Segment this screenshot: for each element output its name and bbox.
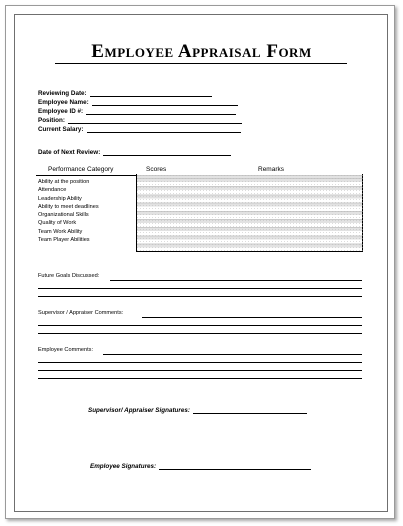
next-review-label: Date of Next Review:: [38, 149, 101, 156]
employee-id-label: Employee ID #:: [38, 108, 84, 115]
future-goals-line[interactable]: [38, 296, 362, 297]
form-title: Employee Appraisal Form: [91, 41, 312, 62]
category-item: Team Work Ability: [38, 228, 83, 235]
category-item: Ability to meet deadlines: [38, 203, 99, 210]
remarks-header: Remarks: [258, 166, 285, 173]
supervisor-comments-line[interactable]: [38, 325, 362, 326]
employee-comments-line[interactable]: [38, 362, 362, 363]
category-item: Team Player Abilities: [38, 237, 90, 244]
supervisor-signature-label: Supervisor/ Appraiser Signatures:: [88, 407, 190, 414]
position-field[interactable]: [38, 117, 242, 124]
future-goals-line[interactable]: [110, 280, 362, 281]
current-salary-label: Current Salary:: [38, 126, 84, 133]
supervisor-comments-line[interactable]: [142, 317, 362, 318]
grid-texture: [136, 174, 363, 252]
employee-comments-label: Employee Comments:: [38, 347, 94, 353]
reviewing-date-field[interactable]: [38, 90, 212, 97]
category-item: Attendance: [38, 187, 67, 194]
supervisor-signature-line[interactable]: [193, 407, 307, 414]
category-item: Quality of Work: [38, 220, 77, 227]
employee-id-line[interactable]: [86, 108, 236, 115]
employee-name-line[interactable]: [92, 99, 238, 106]
category-item: Ability at the position: [38, 179, 90, 185]
category-item: Organizational Skills: [38, 212, 89, 219]
employee-signature-field[interactable]: [90, 463, 311, 470]
employee-comments-line[interactable]: [38, 370, 362, 371]
reviewing-date-label: Reviewing Date:: [38, 90, 87, 97]
scores-header: Scores: [146, 166, 167, 173]
category-item: Leadership Ability: [38, 195, 82, 202]
position-label: Position:: [38, 117, 65, 124]
reviewing-date-line[interactable]: [90, 90, 212, 97]
employee-comments-line[interactable]: [38, 378, 362, 379]
supervisor-signature-field[interactable]: [88, 407, 307, 414]
supervisor-comments-label: Supervisor / Appraiser Comments:: [38, 310, 124, 316]
next-review-field[interactable]: [38, 149, 231, 156]
category-header: Performance Category: [48, 166, 114, 173]
future-goals-label: Future Goals Discussed:: [38, 273, 100, 279]
current-salary-line[interactable]: [87, 126, 241, 133]
current-salary-field[interactable]: [38, 126, 241, 133]
supervisor-comments-line[interactable]: [38, 333, 362, 334]
next-review-line[interactable]: [103, 149, 231, 156]
employee-name-label: Employee Name:: [38, 99, 89, 106]
employee-signature-label: Employee Signatures:: [90, 463, 157, 470]
page-frame-inner: [14, 14, 388, 512]
future-goals-line[interactable]: [38, 288, 362, 289]
title-underline: [55, 63, 347, 64]
employee-id-field[interactable]: [38, 108, 236, 115]
employee-comments-line[interactable]: [103, 354, 362, 355]
position-line[interactable]: [68, 117, 242, 124]
employee-name-field[interactable]: [38, 99, 238, 106]
category-list: [38, 178, 99, 244]
employee-signature-line[interactable]: [159, 463, 311, 470]
